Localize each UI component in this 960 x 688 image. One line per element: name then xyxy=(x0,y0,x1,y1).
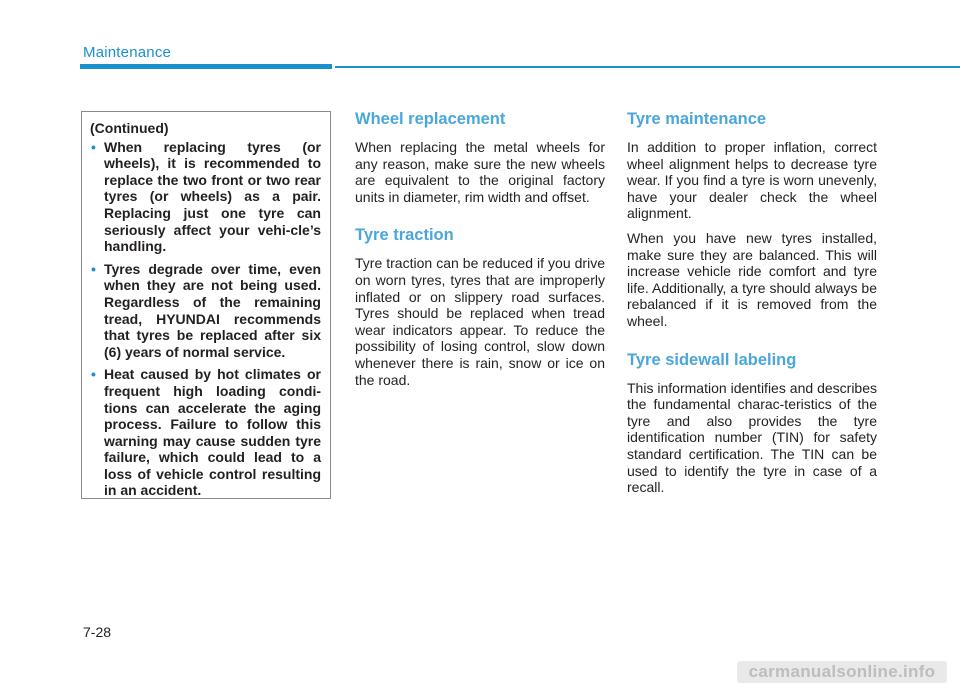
wheel-replacement-heading: Wheel replacement xyxy=(355,110,506,128)
middle-column xyxy=(355,109,605,396)
header-rule-thin xyxy=(335,66,960,68)
header-rule-thick xyxy=(80,64,332,69)
continued-label: (Continued) xyxy=(90,120,169,136)
bullet-icon: • xyxy=(91,366,96,383)
warning-item xyxy=(90,261,321,361)
page-number: 7-28 xyxy=(83,624,112,640)
warning-item xyxy=(90,366,321,499)
wheel-replacement-text: When replacing the metal wheels for any reason, make sure the new wheels are equivalent to the original factory units in diameter, rim width and offset. xyxy=(355,139,605,205)
tyre-traction-heading: Tyre traction xyxy=(355,226,454,245)
warning-item-text: Tyres degrade over time, even when they are not being used. Regardless of the remaining tread, HYUNDAI recommends that tyres be replaced after six (6) years of normal service. xyxy=(104,260,321,360)
tyre-sidewall-text: This information identifies and describes the fundamental charac-teristics of the tyre and also provides the tyre identification number (TIN) for safety standard certification. The TIN can be used to identify the tyre in case of a recall. xyxy=(627,379,877,496)
tyre-sidewall-heading: Tyre sidewall labeling xyxy=(627,350,797,369)
bullet-icon: • xyxy=(91,138,96,155)
section-title: Maintenance xyxy=(83,44,172,61)
tyre-maintenance-text: In addition to proper inflation, correct wheel alignment helps to decrease tyre wear. If you find a tyre is worn unevenly, have your dealer check the wheel alignment. xyxy=(627,139,877,222)
watermark: carmanualsonline.info xyxy=(737,661,947,683)
right-column xyxy=(627,109,877,504)
bullet-icon: • xyxy=(91,260,96,277)
tyre-maintenance-text: When you have new tyres installed, make sure they are balanced. This will increase vehicle ride comfort and tyre life. Additionally, a tyre should always be rebalanced if it is removed from the wheel. xyxy=(627,229,877,329)
warning-item xyxy=(90,139,321,255)
warning-item-text: When replacing tyres (or wheels), it is recommended to replace the two front or two rear tyres (or wheels) as a pair. Replacing just one tyre can seriously affect your vehi-cle’s handling. xyxy=(104,138,321,255)
warning-list xyxy=(90,139,321,499)
warning-box xyxy=(81,111,331,499)
warning-item-text: Heat caused by hot climates or frequent high loading condi-tions can accelerate the aging process. Failure to follow this warning may cause sudden tyre failure, which could lead to a loss of vehicle control resulting in an accident. xyxy=(104,366,321,499)
tyre-maintenance-heading: Tyre maintenance xyxy=(627,110,767,128)
tyre-traction-text: Tyre traction can be reduced if you drive on worn tyres, tyres that are improperly inflated or on slippery road surfaces. Tyres should be replaced when tread wear indicators appear. To reduce the possibility of losing control, slow down whenever there is rain, snow or ice on the road. xyxy=(355,255,605,388)
